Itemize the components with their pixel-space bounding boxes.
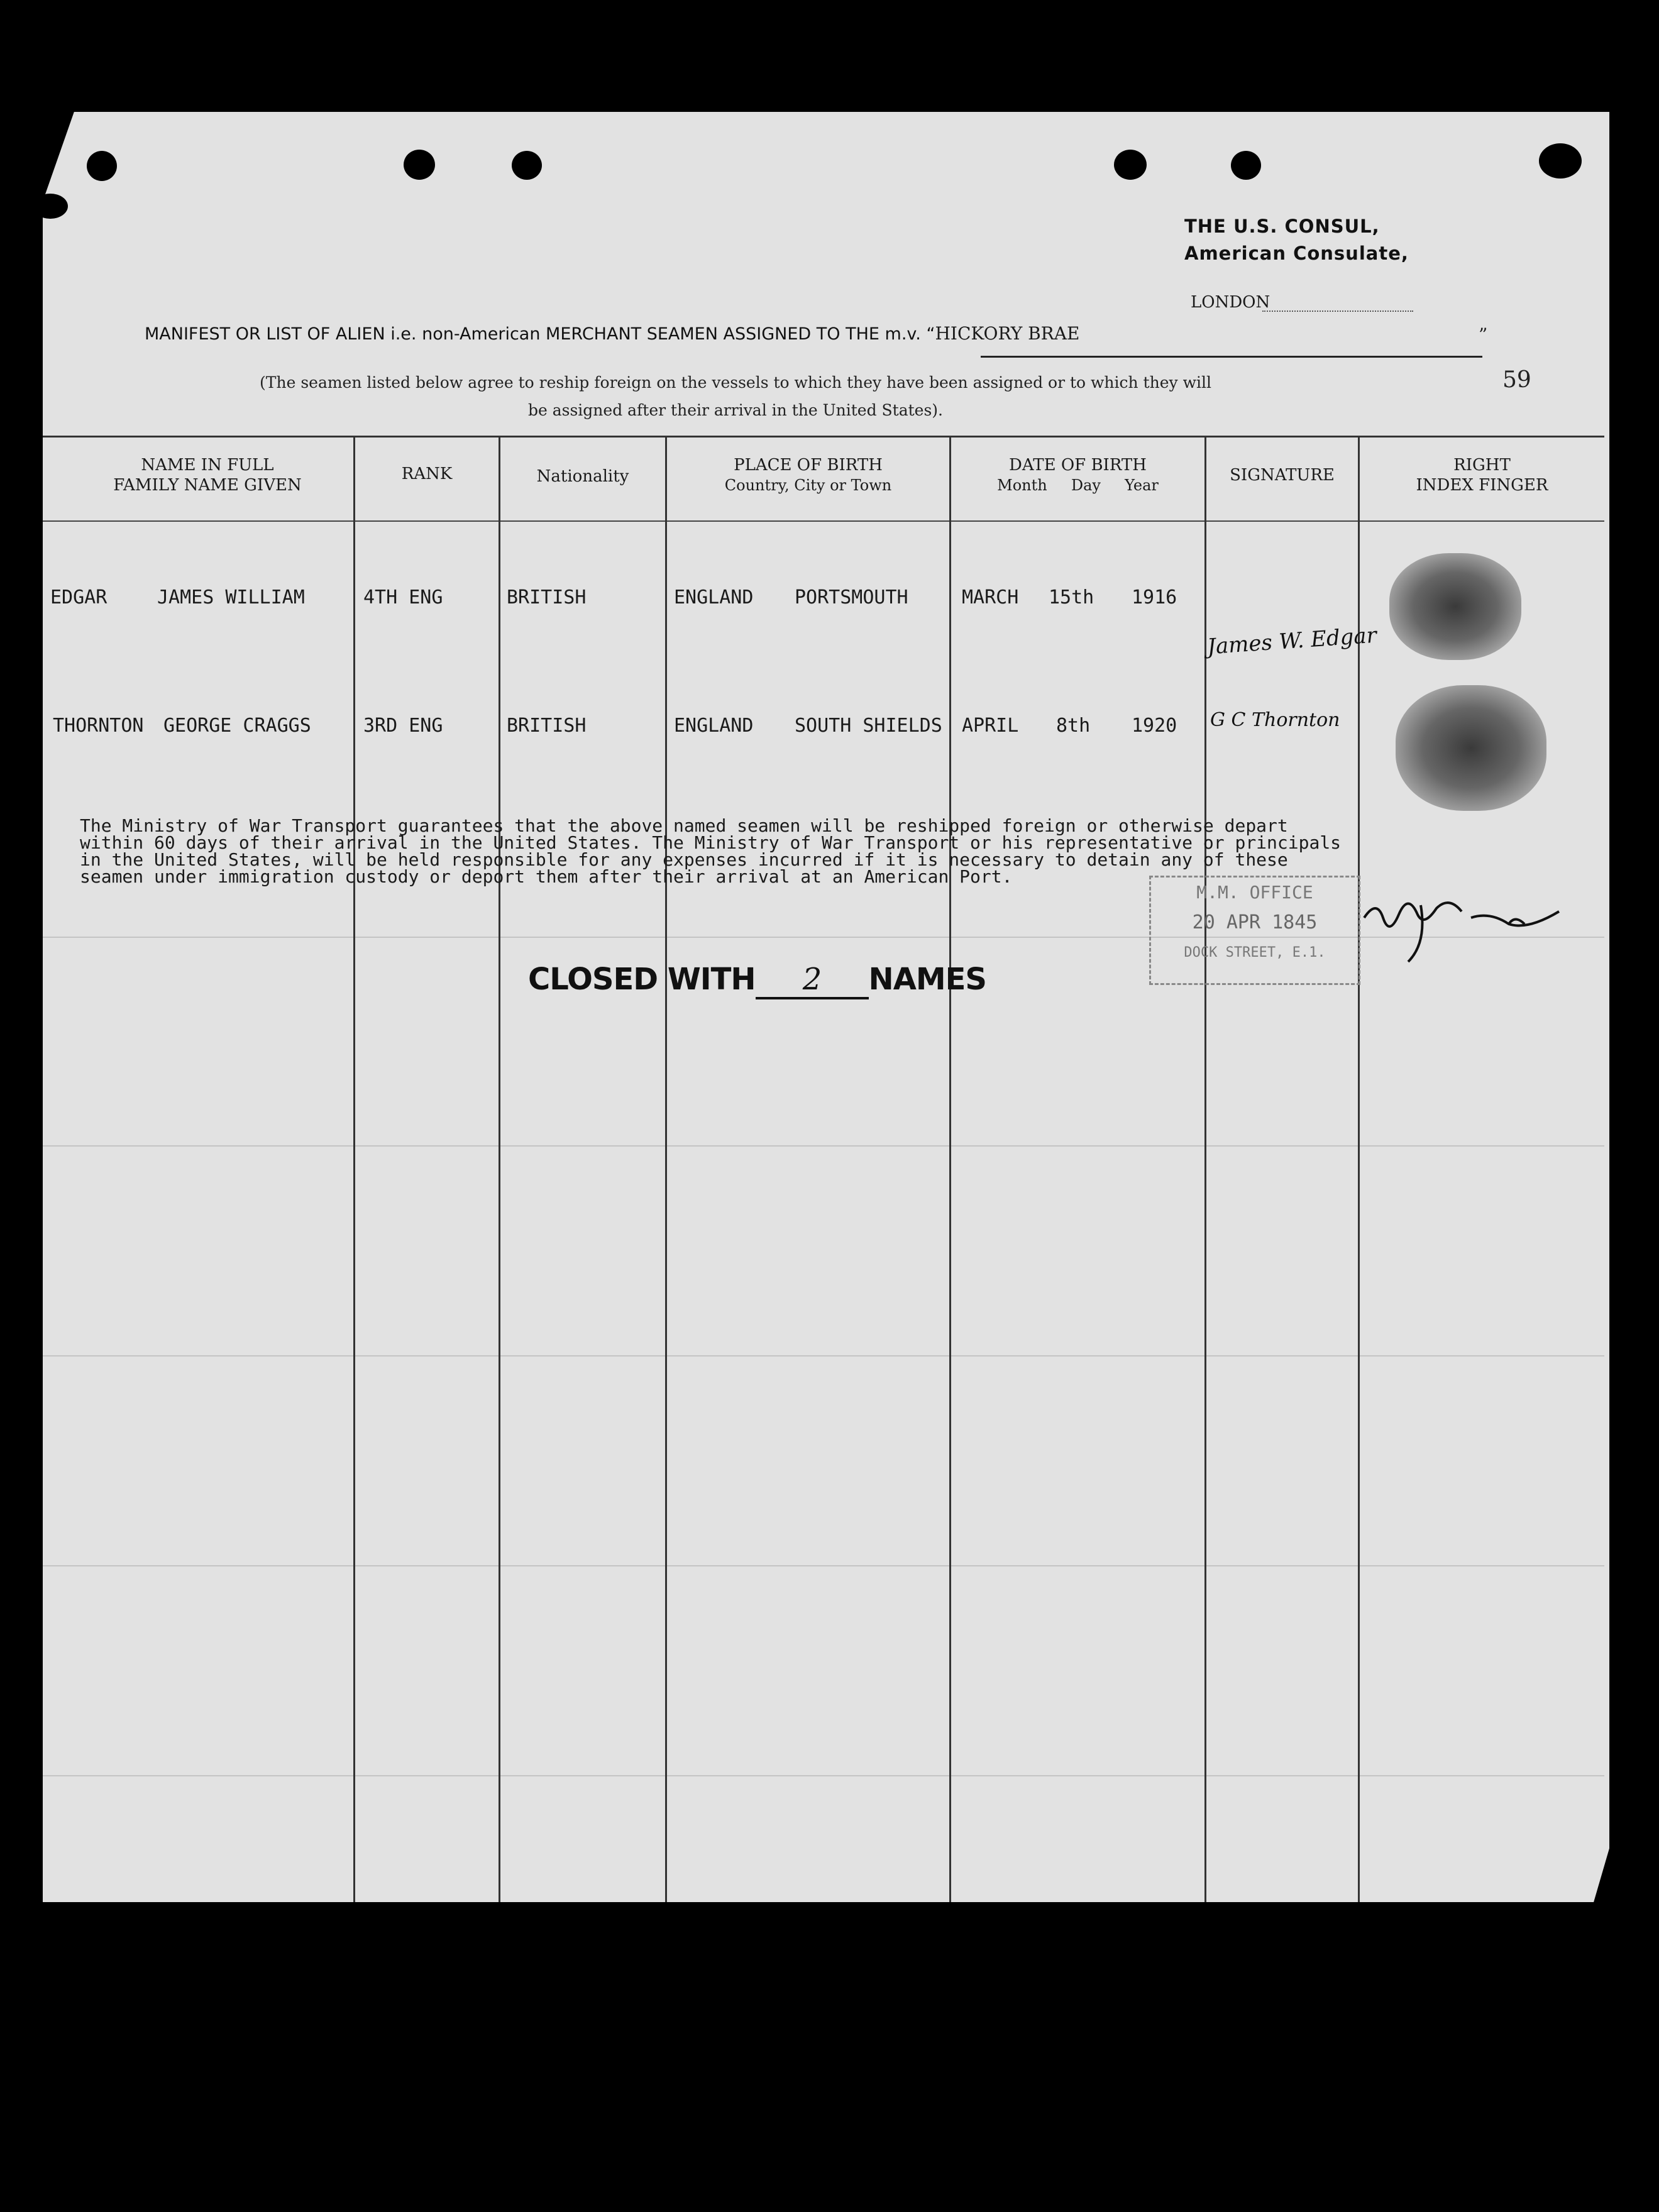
col-header-name [82,455,333,495]
column-divider [665,436,667,1902]
punch-hole [404,150,435,180]
title-prefix: MANIFEST OR LIST OF ALIEN i.e. non-American MERCHANT SEAMEN ASSIGNED TO THE m.v. “ [145,324,935,344]
mm-office-stamp [1149,876,1360,985]
ship-name: HICKORY BRAE [935,323,1080,344]
given-names: JAMES WILLIAM [157,586,305,608]
consulate-city: LONDON [1191,293,1270,312]
family-name: EDGAR [50,586,107,608]
stamp-line-3: DOCK STREET, E.1. [1184,945,1326,960]
col-header-birthdate [951,455,1204,495]
closed-suffix: NAMES [868,962,986,997]
ruling-line [43,1355,1604,1356]
birth-month: APRIL [962,715,1019,737]
birth-country: ENGLAND [674,715,754,737]
manifest-title [145,323,1079,344]
rank: 4TH ENG [363,586,443,608]
city-dotted-line [1262,311,1413,312]
birth-year: 1920 [1132,715,1177,737]
consulate-name: American Consulate, [1184,243,1409,264]
col-header-birthplace-line2: Country, City or Town [724,476,892,494]
title-close-quote: ” [1479,324,1488,345]
header-bottom-border [43,520,1604,522]
punch-hole [512,151,542,180]
official-signature [1358,880,1572,968]
stamp-line-2: 20 APR 1845 [1192,911,1318,933]
col-header-rank: RANK [401,465,453,483]
column-divider [1358,436,1360,1902]
column-divider [949,436,951,1902]
fingerprint [1389,553,1521,660]
column-divider [353,436,355,1902]
rank: 3RD ENG [363,715,443,737]
col-header-birthplace-line1: PLACE OF BIRTH [734,456,883,475]
family-name: THORNTON [53,715,144,737]
signature: James W. Edgar [1206,622,1378,660]
guarantee-line: in the United States, will be held responsible for any expenses incurred if it is necessary to detain any of these [80,849,1288,870]
birth-day: 8th [1056,715,1091,737]
birth-year: 1916 [1132,586,1177,608]
birth-country: ENGLAND [674,586,754,608]
punch-hole [1231,151,1261,180]
page-number: 59 [1502,367,1531,393]
guarantee-line: seamen under immigration custody or deport them after their arrival at an American Port. [80,866,1013,887]
closed-with-stamp [528,962,986,999]
birth-town: SOUTH SHIELDS [795,715,942,737]
guarantee-paragraph [80,817,1341,885]
col-header-finger-line2: INDEX FINGER [1416,476,1548,495]
instruction-line-2: be assigned after their arrival in the United States). [528,401,943,419]
fingerprint [1396,685,1546,811]
punch-hole [1539,143,1582,179]
closed-prefix: CLOSED WITH [528,962,756,997]
nationality: BRITISH [507,715,587,737]
instruction-line-1: (The seamen listed below agree to reship foreign on the vessels to which they have been assigned or to which they will [260,373,1211,392]
title-underline [981,356,1482,358]
col-header-nationality: Nationality [536,467,629,486]
col-header-signature: SIGNATURE [1230,466,1335,485]
col-header-birthdate-line2: Month Day Year [997,476,1159,494]
ruling-line [43,1775,1604,1776]
column-divider [499,436,500,1902]
guarantee-line: within 60 days of their arrival in the United States. The Ministry of War Transport or his representative or principals [80,832,1342,853]
ruling-line [43,1145,1604,1147]
given-names: GEORGE CRAGGS [163,715,311,737]
birth-month: MARCH [962,586,1019,608]
col-header-finger [1360,455,1604,495]
table-top-border [43,436,1604,437]
stamp-line-1: M.M. OFFICE [1196,882,1313,903]
col-header-birthdate-line1: DATE OF BIRTH [1009,456,1147,475]
col-header-finger-line1: RIGHT [1453,456,1511,475]
closed-count: 2 [756,962,869,999]
punch-hole [1114,150,1147,180]
birth-day: 15th [1049,586,1094,608]
ruling-line [43,1565,1604,1566]
birth-town: PORTSMOUTH [795,586,908,608]
signature: G C Thornton [1210,709,1340,731]
nationality: BRITISH [507,586,587,608]
col-header-name-line2: FAMILY NAME GIVEN [113,476,302,495]
punch-hole [87,151,117,181]
col-header-name-line1: NAME IN FULL [141,456,274,475]
punch-hole [33,194,68,219]
column-divider [1204,436,1206,1902]
col-header-birthplace [667,455,949,495]
guarantee-line: The Ministry of War Transport guarantees that the above named seamen will be reshipped foreign or otherwise depart [80,815,1288,836]
consul-title: THE U.S. CONSUL, [1184,216,1380,237]
